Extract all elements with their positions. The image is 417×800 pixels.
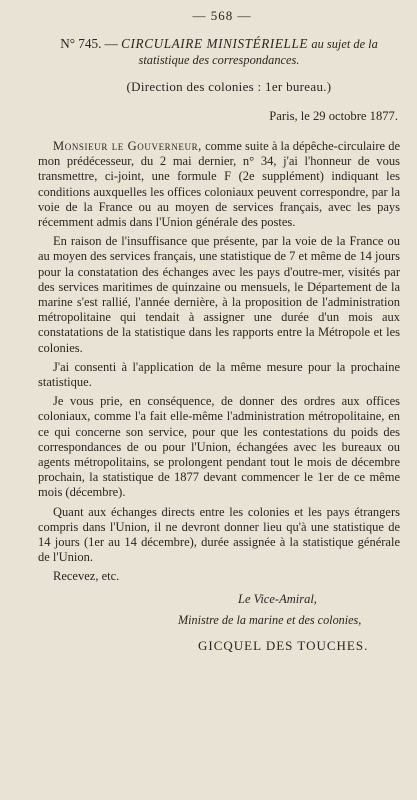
- paragraph-1-text: comme suite à la dépêche-circulaire de mon prédécesseur, du 2 mai dernier, n° 34, j'ai l'honneur de vous transmettre, ci-joint, une formule F (2e supplément) indiquant les conditions auxquelles les offices coloniaux peuvent correspondre, par la voie de la France ou au moyen de services français, avec les pays récemment admis dans l'Union générale des postes.: [38, 139, 400, 230]
- paragraph-3: J'ai consenti à l'application de la même mesure pour la prochaine statistique.: [38, 359, 400, 390]
- paragraph-4: Je vous prie, en conséquence, de donner des ordres aux offices coloniaux, comme l'a fait elle-même l'administration métropolitaine, en ce qui concerne son service, pour que les contestations du poids des correspondances de ou pour l'Union, échangées avec les bureaux ou agents métropolitains, se prolongent pendant tout le mois de décembre prochain, la statistique de 1877 devant commencer le 1er de ce même mois (décembre).: [38, 394, 400, 500]
- paragraph-1: [38, 139, 400, 230]
- circular-heading: [38, 36, 400, 68]
- signature-rank: Le Vice-Amiral,: [238, 592, 317, 607]
- page-number: — 568 —: [192, 8, 252, 23]
- dateline: Paris, le 29 octobre 1877.: [269, 109, 398, 123]
- paragraph-2: En raison de l'insuffisance que présente, par la voie de la France ou au moyen des services français, une statistique de 7 et même de 14 jours pour la constatation des échanges avec les pays d'outre-mer, visités par des services maritimes de quinzaine ou mensuels, le Département de la marine s'est rallié, l'année dernière, à la proposition de l'administration métropolitaine qui tendait à assigner une durée d'un mois aux constatations de la statistique dans les rapports entre la Métropole et les colonies.: [38, 234, 400, 355]
- circular-number: N° 745. —: [60, 36, 118, 51]
- direction-line: (Direction des colonies : 1er bureau.): [126, 79, 332, 94]
- paragraph-5: Quant aux échanges directs entre les colonies et les pays étrangers compris dans l'Union, il ne devront donner lieu qu'à une statistique de 14 jours (1er au 14 décembre), durée assignée à la statistique générale de l'Union.: [38, 504, 400, 565]
- signature-name: GICQUEL DES TOUCHES.: [198, 638, 369, 654]
- salutation: Monsieur le Gouverneur,: [53, 139, 202, 153]
- closing-formula: Recevez, etc.: [53, 569, 120, 584]
- circular-subtitle: au sujet de la statistique des correspondances.: [138, 37, 378, 67]
- signature-title: Ministre de la marine et des colonies,: [178, 613, 362, 628]
- circular-title: CIRCULAIRE MINISTÉRIELLE: [121, 36, 309, 51]
